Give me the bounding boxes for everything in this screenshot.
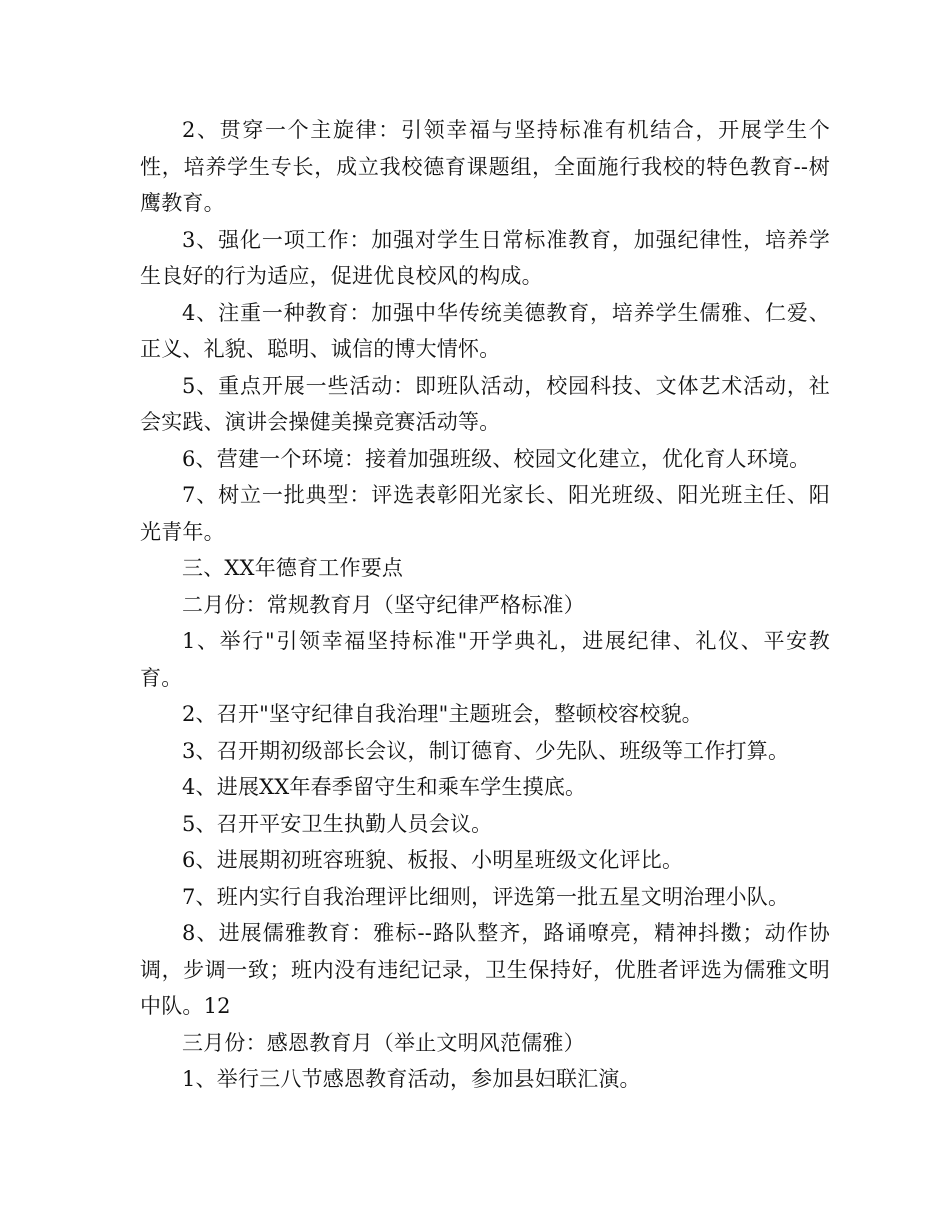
month-heading-february: 二月份：常规教育月（坚守纪律严格标准）: [182, 592, 585, 617]
february-item-4: 4、进展XX年春季留守生和乘车学生摸底。: [182, 775, 587, 799]
february-item-5: 5、召开平安卫生执勤人员会议。: [182, 811, 493, 836]
paragraph-goal-2: 2、贯穿一个主旋律：引领幸福与坚持标准有机结合，开展学生个性，培养学生专长，成立我校德育课题组，全面施行我校的特色教育--树鹰教育。: [140, 118, 830, 215]
month-heading-march: 三月份：感恩教育月（举止文明风范儒雅）: [182, 1030, 585, 1055]
section-heading: 三、XX年德育工作要点: [182, 556, 404, 580]
february-item-3: 3、召开期初级部长会议，制订德育、少先队、班级等工作打算。: [182, 738, 790, 763]
paragraph-goal-6: 6、营建一个环境：接着加强班级、校园文化建立，优化育人环境。: [182, 446, 811, 471]
february-item-8: 8、进展儒雅教育：雅标--路队整齐，路诵嘹亮，精神抖擞；动作协调，步调一致；班内没有违纪记录，卫生保持好，优胜者评选为儒雅文明中队。12: [140, 921, 830, 1018]
document-body: [140, 112, 830, 1098]
february-item-7: 7、班内实行自我治理评比细则，评选第一批五星文明治理小队。: [182, 884, 790, 909]
paragraph-goal-4: 4、注重一种教育：加强中华传统美德教育，培养学生儒雅、仁爱、正义、礼貌、聪明、诚信的博大情怀。: [140, 300, 830, 361]
february-item-1: 1、举行"引领幸福坚持标准"开学典礼，进展纪律、礼仪、平安教育。: [140, 629, 830, 690]
march-item-1: 1、举行三八节感恩教育活动，参加县妇联汇演。: [182, 1067, 641, 1091]
paragraph-goal-3: 3、强化一项工作：加强对学生日常标准教育，加强纪律性，培养学生良好的行为适应，促进优良校风的构成。: [140, 227, 830, 288]
february-item-2: 2、召开"坚守纪律自我治理"主题班会，整顿校容校貌。: [182, 702, 703, 726]
paragraph-goal-7: 7、树立一批典型：评选表彰阳光家长、阳光班级、阳光班主任、阳光青年。: [140, 483, 830, 544]
february-item-6: 6、进展期初班容班貌、板报、小明星班级文化评比。: [182, 848, 684, 872]
paragraph-goal-5: 5、重点开展一些活动：即班队活动，校园科技、文体艺术活动，社会实践、演讲会操健美操竞赛活动等。: [140, 373, 830, 434]
